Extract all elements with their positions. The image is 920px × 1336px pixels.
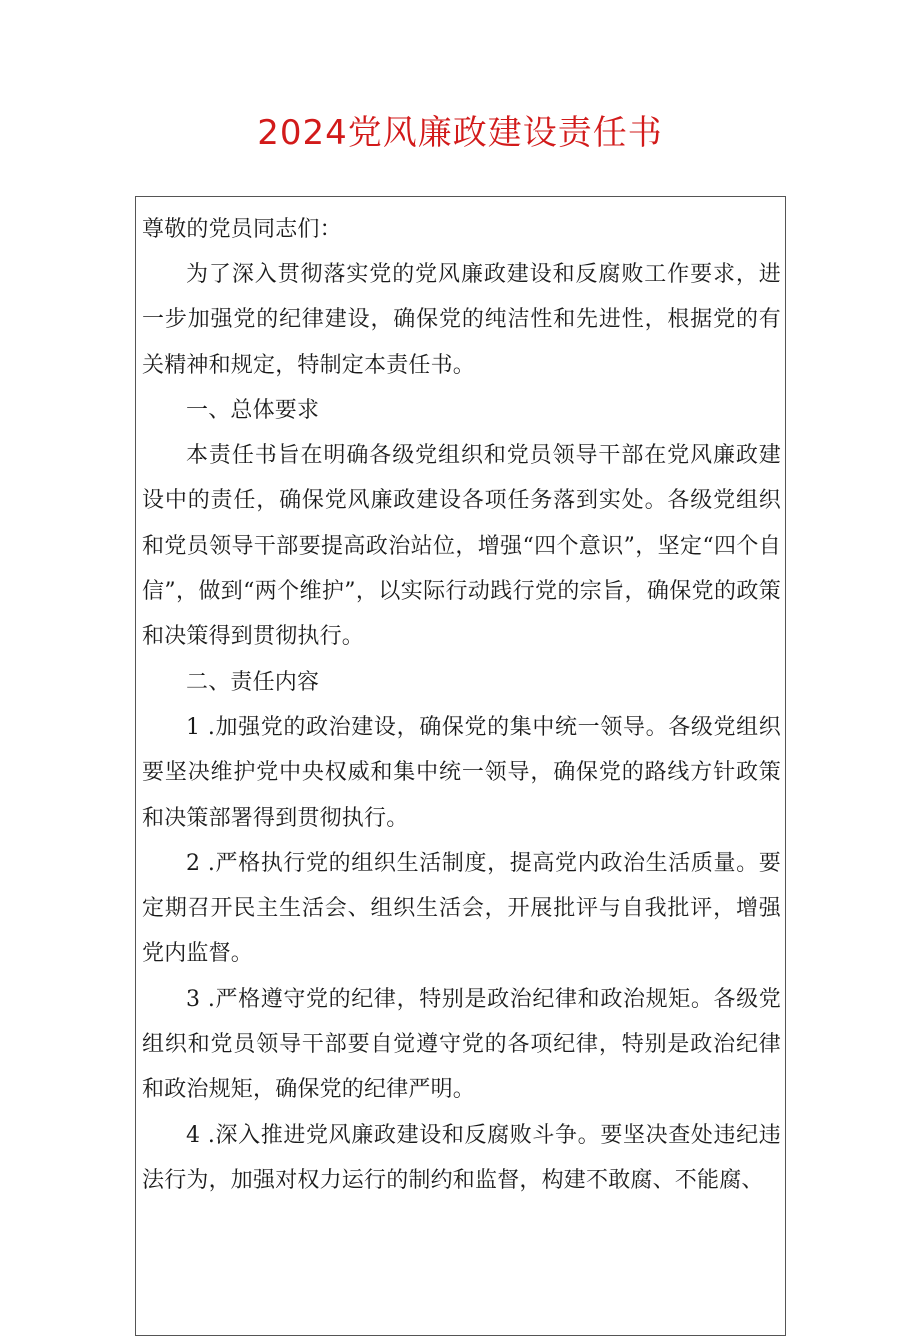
intro-paragraph: 为了深入贯彻落实党的党风廉政建设和反腐败工作要求，进一步加强党的纪律建设，确保党的纯洁性和先进性，根据党的有关精神和规定，特制定本责任书。 xyxy=(142,262,781,378)
content-table-cell xyxy=(135,196,786,1336)
greeting-text: 尊敬的党员同志们： xyxy=(142,217,342,242)
general-requirements-paragraph: 本责任书旨在明确各级党组织和党员领导干部在党风廉政建设中的责任，确保党风廉政建设各项任务落到实处。各级党组织和党员领导干部要提高政治站位，增强“四个意识”，坚定“四个自信”，做到“两个维护”，以实际行动践行党的宗旨，确保党的政策和决策得到贯彻执行。 xyxy=(142,443,781,650)
document-title: 2024党风廉政建设责任书 xyxy=(257,113,663,153)
responsibility-item-3: 3 .严格遵守党的纪律，特别是政治纪律和政治规矩。各级党组织和党员领导干部要自觉遵守党的各项纪律，特别是政治纪律和政治规矩，确保党的纪律严明。 xyxy=(142,986,781,1103)
responsibility-item-1: 1 .加强党的政治建设，确保党的集中统一领导。各级党组织要坚决维护党中央权威和集中统一领导，确保党的路线方针政策和决策部署得到贯彻执行。 xyxy=(142,714,781,831)
responsibility-item-4: 4 .深入推进党风廉政建设和反腐败斗争。要坚决查处违纪违法行为，加强对权力运行的制约和监督，构建不敢腐、不能腐、 xyxy=(142,1122,781,1193)
responsibility-item-2: 2 .严格执行党的组织生活制度，提高党内政治生活质量。要定期召开民主生活会、组织生活会，开展批评与自我批评，增强党内监督。 xyxy=(142,850,781,967)
section-heading-responsibility-content: 二、责任内容 xyxy=(186,669,320,695)
section-heading-general-requirements: 一、总体要求 xyxy=(186,397,320,423)
